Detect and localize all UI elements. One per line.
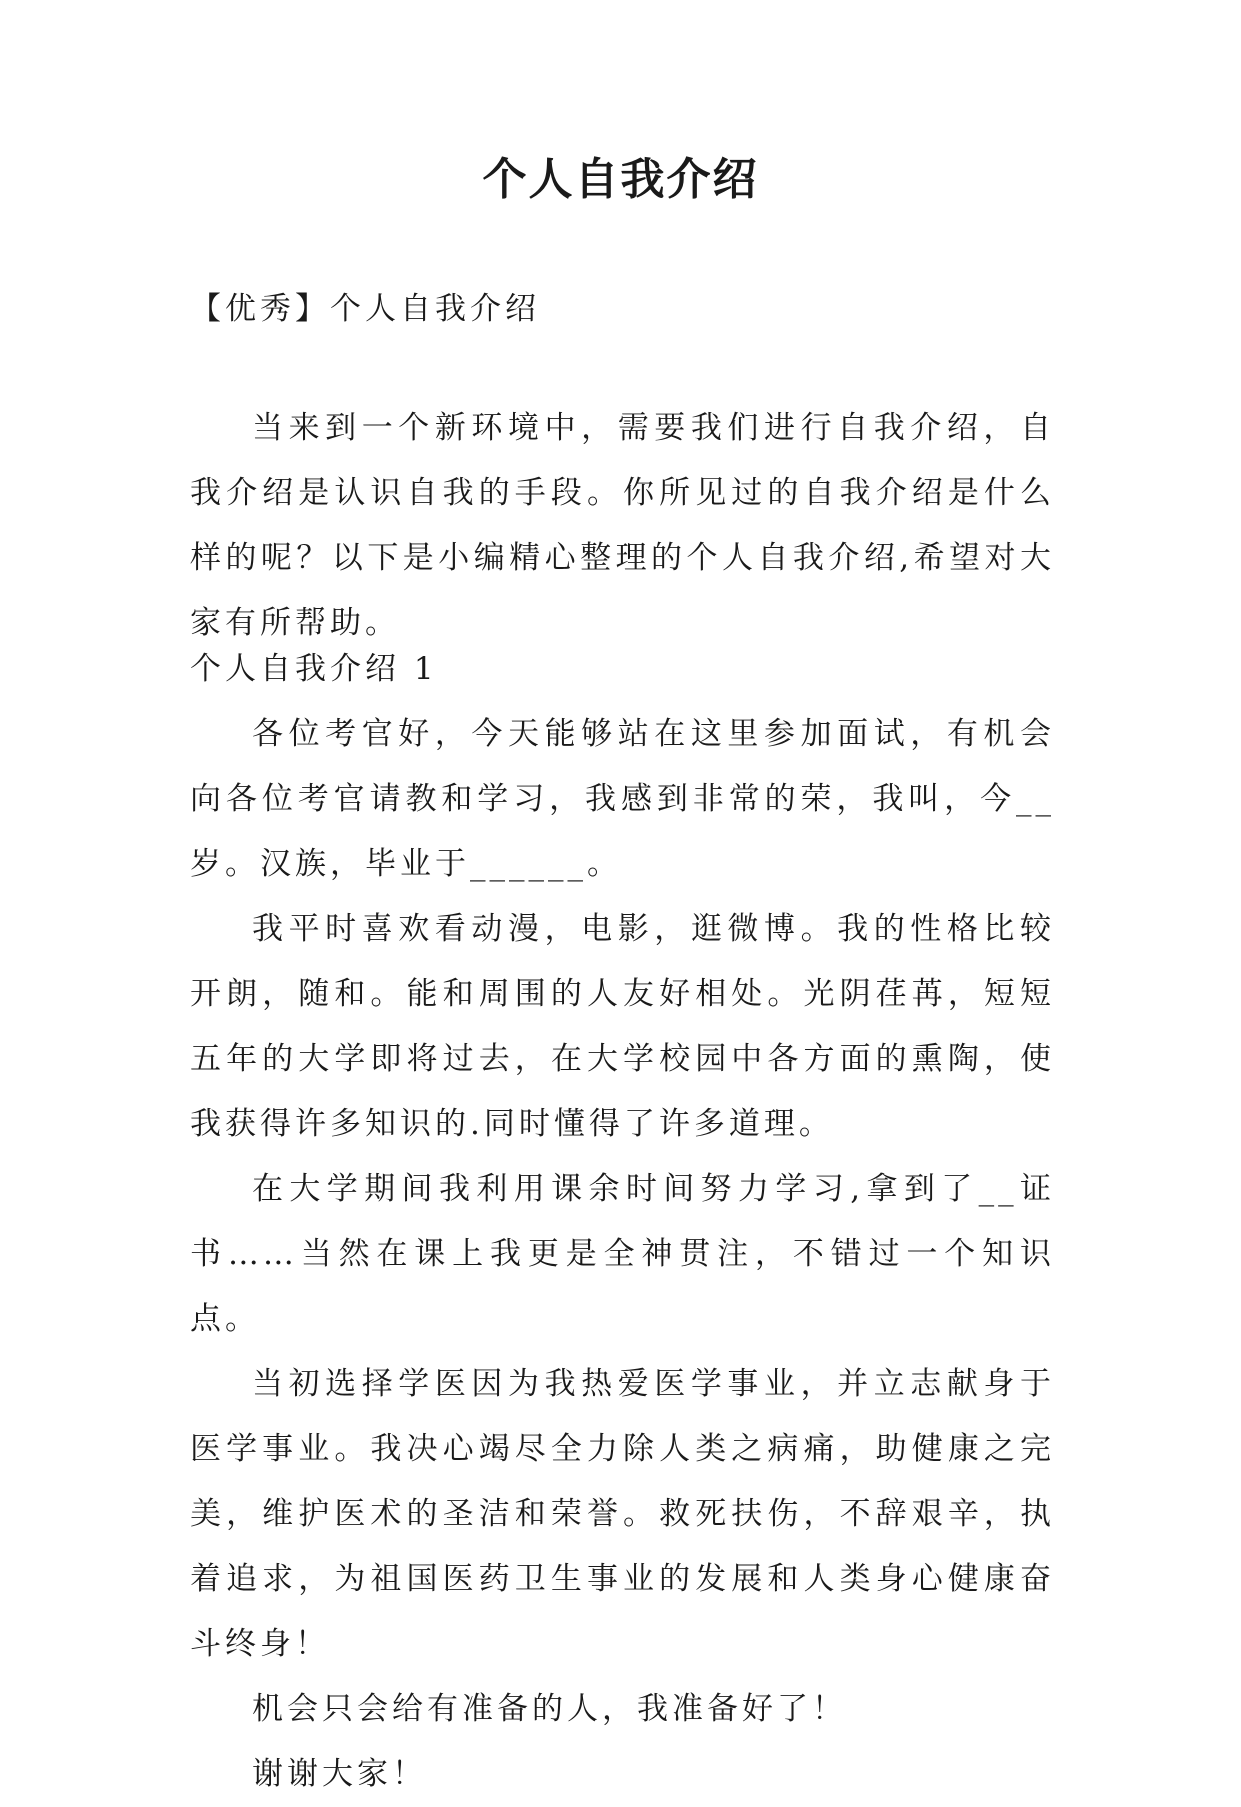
document-subtitle: 【优秀】个人自我介绍: [190, 291, 540, 327]
paragraph: 在大学期间我利用课余时间努力学习,拿到了__证书……当然在课上我更是全神贯注，不错过一个知识点。: [190, 1171, 1055, 1337]
intro-block: [190, 396, 1055, 656]
paragraph: 各位考官好，今天能够站在这里参加面试，有机会向各位考官请教和学习，我感到非常的荣，我叫，今__岁。汉族，毕业于______。: [190, 716, 1055, 882]
section-1: [190, 637, 1055, 1807]
intro-paragraph: 当来到一个新环境中，需要我们进行自我介绍，自我介绍是认识自我的手段。你所见过的自我介绍是什么样的呢？以下是小编精心整理的个人自我介绍,希望对大家有所帮助。: [190, 410, 1055, 641]
paragraph: 我平时喜欢看动漫，电影，逛微博。我的性格比较开朗，随和。能和周围的人友好相处。光阴荏苒，短短五年的大学即将过去，在大学校园中各方面的熏陶，使我获得许多知识的.同时懂得了许多道理。: [190, 911, 1055, 1142]
paragraph: 机会只会给有准备的人，我准备好了！: [252, 1691, 847, 1727]
paragraph: 当初选择学医因为我热爱医学事业，并立志献身于医学事业。我决心竭尽全力除人类之病痛，助健康之完美，维护医术的圣洁和荣誉。救死扶伤，不辞艰辛，执着追求，为祖国医药卫生事业的发展和人类身心健康奋斗终身！: [190, 1366, 1055, 1662]
paragraph: 谢谢大家！: [252, 1756, 427, 1792]
section-heading: 个人自我介绍 1: [190, 651, 438, 687]
page-title: 个人自我介绍: [482, 154, 759, 205]
